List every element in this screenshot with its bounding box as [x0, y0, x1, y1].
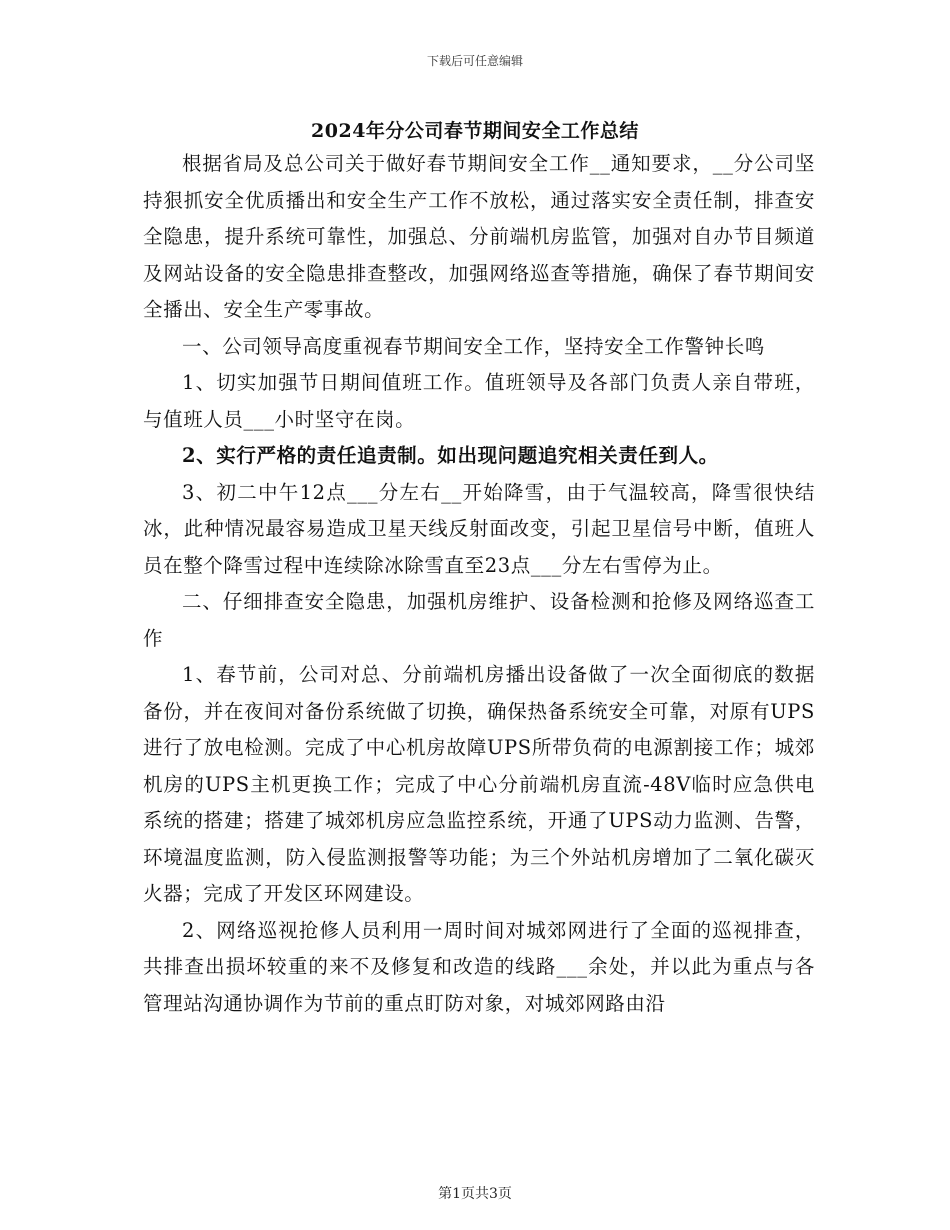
- section-one-item-1: 1、切实加强节日期间值班工作。值班领导及各部门负责人亲自带班，与值班人员___小时坚守在岗。: [143, 371, 815, 431]
- header-note: 下载后可任意编辑: [426, 54, 523, 68]
- section-one-heading: 一、公司领导高度重视春节期间安全工作，坚持安全工作警钟长鸣: [182, 334, 765, 358]
- section-one-item-2: 2、实行严格的责任追责制。如出现问题追究相关责任到人。: [182, 444, 719, 467]
- document-body: [143, 146, 815, 1022]
- section-two-heading: 二、仔细排查安全隐患，加强机房维护、设备检测和抢修及网络巡查工作: [143, 590, 815, 650]
- section-one-item-3: 3、初二中午12点___分左右__开始降雪，由于气温较高，降雪很快结冰，此种情况最容易造成卫星天线反射面改变，引起卫星信号中断，值班人员在整个降雪过程中连续除冰除雪直至23点___分左右雪停为止。: [143, 480, 815, 577]
- page-number: 第1页共3页: [438, 1186, 512, 1202]
- intro-paragraph: 根据省局及总公司关于做好春节期间安全工作__通知要求，__分公司坚持狠抓安全优质播出和安全生产工作不放松，通过落实安全责任制，排查安全隐患，提升系统可靠性，加强总、分前端机房监管，加强对自办节目频道及网站设备的安全隐患排查整改，加强网络巡查等措施，确保了春节期间安全播出、安全生产零事故。: [143, 152, 815, 321]
- document-title: 2024年分公司春节期间安全工作总结: [311, 120, 639, 142]
- section-two-item-2: 2、网络巡视抢修人员利用一周时间对城郊网进行了全面的巡视排查，共排查出损坏较重的来不及修复和改造的线路___余处，并以此为重点与各管理站沟通协调作为节前的重点盯防对象，对城郊网路由沿: [143, 918, 815, 1015]
- section-two-item-1: 1、春节前，公司对总、分前端机房播出设备做了一次全面彻底的数据备份，并在夜间对备份系统做了切换，确保热备系统安全可靠，对原有UPS进行了放电检测。完成了中心机房故障UPS所带负荷的电源割接工作；城郊机房的UPS主机更换工作；完成了中心分前端机房直流-48V临时应急供电系统的搭建；搭建了城郊机房应急监控系统，开通了UPS动力监测、告警，环境温度监测，防入侵监测报警等功能；为三个外站机房增加了二氧化碳灭火器；完成了开发区环网建设。: [143, 663, 815, 905]
